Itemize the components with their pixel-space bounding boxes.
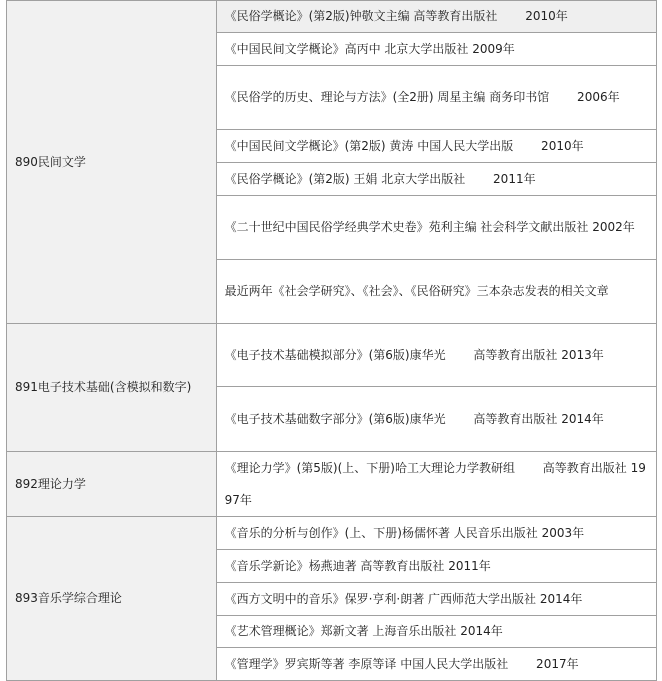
book-cell: 《音乐学新论》杨燕迪著 高等教育出版社 2011年 [216, 550, 656, 583]
book-cell: 《西方文明中的音乐》保罗·亨利·朗著 广西师范大学出版社 2014年 [216, 583, 656, 616]
book-cell: 《中国民间文学概论》(第2版) 黄涛 中国人民大学出版 2010年 [216, 130, 656, 163]
book-cell: 《民俗学概论》(第2版) 王娟 北京大学出版社 2011年 [216, 163, 656, 196]
subject-cell: 890民间文学 [7, 1, 217, 324]
subject-cell: 891电子技术基础(含模拟和数字) [7, 324, 217, 452]
table-row [7, 517, 657, 550]
book-cell: 《电子技术基础模拟部分》(第6版)康华光 高等教育出版社 2013年 [216, 324, 656, 387]
subject-cell: 892理论力学 [7, 452, 217, 517]
table-row [7, 1, 657, 33]
book-cell: 《理论力学》(第5版)(上、下册)哈工大理论力学教研组 高等教育出版社 1997年 [216, 452, 656, 517]
book-cell: 《音乐的分析与创作》(上、下册)杨儒怀著 人民音乐出版社 2003年 [216, 517, 656, 550]
book-cell: 《民俗学概论》(第2版)钟敬文主编 高等教育出版社 2010年 [216, 1, 656, 33]
book-cell: 《民俗学的历史、理论与方法》(全2册) 周星主编 商务印书馆 2006年 [216, 66, 656, 130]
book-cell: 最近两年《社会学研究》、《社会》、《民俗研究》三本杂志发表的相关文章 [216, 260, 656, 324]
book-cell: 《电子技术基础数字部分》(第6版)康华光 高等教育出版社 2014年 [216, 387, 656, 452]
reference-book-table [6, 0, 657, 681]
table-row [7, 324, 657, 387]
book-cell: 《中国民间文学概论》高丙中 北京大学出版社 2009年 [216, 33, 656, 66]
book-cell: 《管理学》罗宾斯等著 李原等译 中国人民大学出版社 2017年 [216, 648, 656, 681]
subject-cell: 893音乐学综合理论 [7, 517, 217, 681]
table-row [7, 452, 657, 517]
book-cell: 《二十世纪中国民俗学经典学术史卷》苑利主编 社会科学文献出版社 2002年 [216, 196, 656, 260]
book-cell: 《艺术管理概论》郑新文著 上海音乐出版社 2014年 [216, 616, 656, 648]
